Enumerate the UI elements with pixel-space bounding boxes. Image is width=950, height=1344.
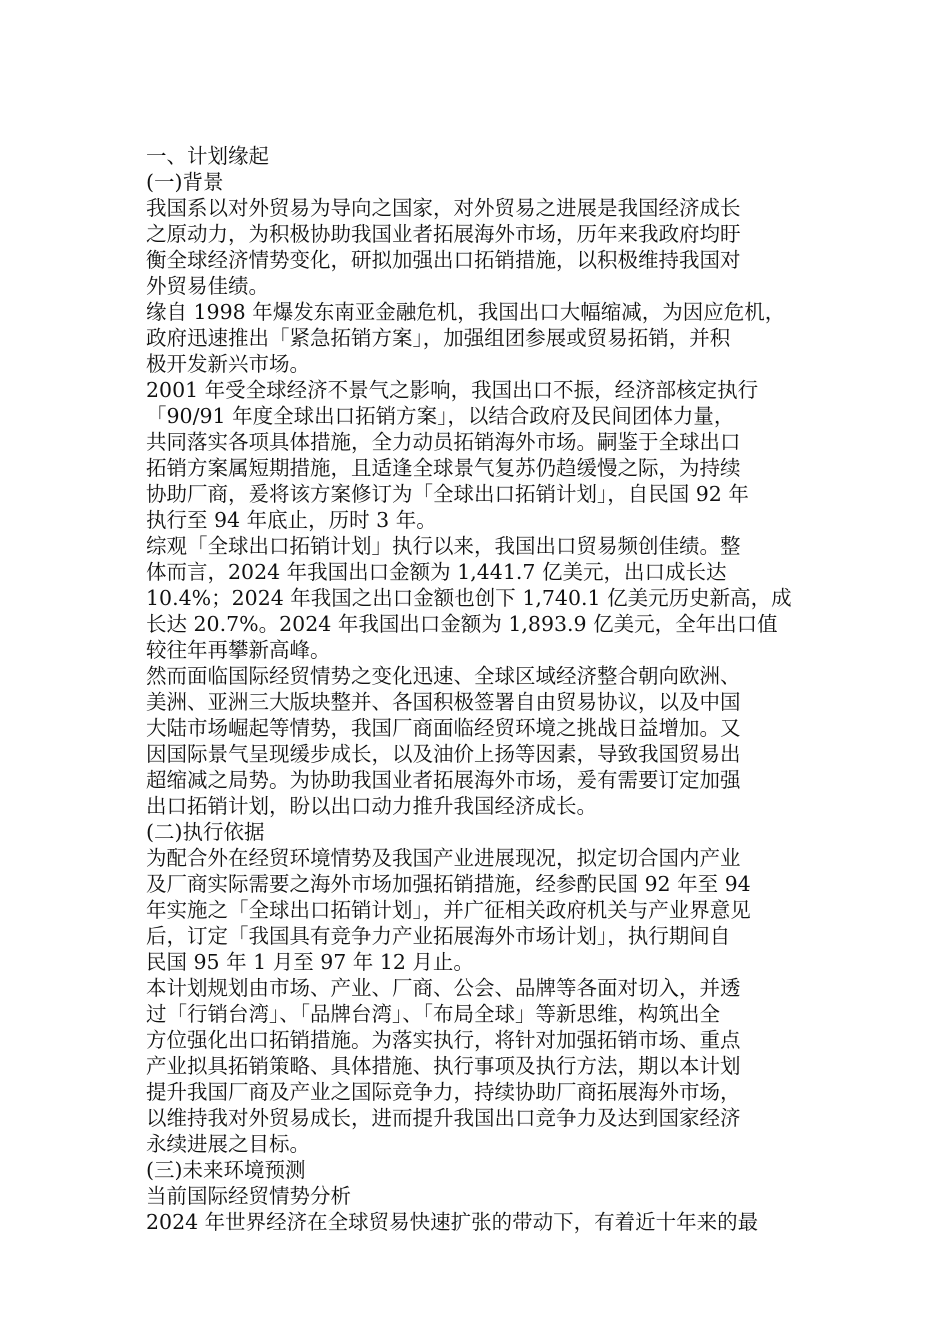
paragraph-line: 然而面临国际经贸情势之变化迅速、全球区域经济整合朝向欧洲、 <box>146 664 741 688</box>
paragraph-line: 体而言，2024 年我国出口金额为 1,441.7 亿美元，出口成长达 <box>146 560 727 584</box>
paragraph-heading: 当前国际经贸情势分析 <box>146 1184 351 1208</box>
paragraph-line: 协助厂商，爰将该方案修订为「全球出口拓销计划」，自民国 92 年 <box>146 482 749 506</box>
paragraph-line: 我国系以对外贸易为导向之国家，对外贸易之进展是我国经济成长 <box>146 196 741 220</box>
paragraph-line: 较往年再攀新高峰。 <box>146 638 331 662</box>
paragraph-line: 衡全球经济情势变化，研拟加强出口拓销措施，以积极维持我国对 <box>146 248 741 272</box>
paragraph-line: 出口拓销计划，盼以出口动力推升我国经济成长。 <box>146 794 597 818</box>
paragraph-line: 产业拟具拓销策略、具体措施、执行事项及执行方法，期以本计划 <box>146 1054 741 1078</box>
paragraph-line: 为配合外在经贸环境情势及我国产业进展现况，拟定切合国内产业 <box>146 846 741 870</box>
paragraph-line: 过「行销台湾」、「品牌台湾」、「布局全球」等新思维，构筑出全 <box>146 1002 720 1026</box>
paragraph-line: 年实施之「全球出口拓销计划」，并广征相关政府机关与产业界意见 <box>146 898 751 922</box>
paragraph-line: 大陆市场崛起等情势，我国厂商面临经贸环境之挑战日益增加。又 <box>146 716 741 740</box>
paragraph-line: 综观「全球出口拓销计划」执行以来，我国出口贸易频创佳绩。整 <box>146 534 741 558</box>
paragraph-line: 民国 95 年 1 月至 97 年 12 月止。 <box>146 950 474 974</box>
paragraph-line: 外贸易佳绩。 <box>146 274 269 298</box>
subsection-heading: (三)未来环境预测 <box>146 1158 306 1182</box>
paragraph-line: 拓销方案属短期措施，且适逢全球景气复苏仍趋缓慢之际，为持续 <box>146 456 741 480</box>
subsection-heading: (一)背景 <box>146 170 224 194</box>
paragraph-line: 方位强化出口拓销措施。为落实执行，将针对加强拓销市场、重点 <box>146 1028 741 1052</box>
paragraph-line: 政府迅速推出「紧急拓销方案」，加强组团参展或贸易拓销，并积 <box>146 326 731 350</box>
paragraph-line: 长达 20.7%。2024 年我国出口金额为 1,893.9 亿美元，全年出口值 <box>146 612 778 636</box>
paragraph-line: 极开发新兴市场。 <box>146 352 310 376</box>
paragraph-line: 本计划规划由市场、产业、厂商、公会、品牌等各面对切入，并透 <box>146 976 741 1000</box>
paragraph-line: 「90/91 年度全球出口拓销方案」，以结合政府及民间团体力量， <box>146 404 735 428</box>
paragraph-line: 美洲、亚洲三大版块整并、各国积极签署自由贸易协议，以及中国 <box>146 690 741 714</box>
paragraph-line: 后，订定「我国具有竞争力产业拓展海外市场计划」，执行期间自 <box>146 924 731 948</box>
paragraph-line: 2001 年受全球经济不景气之影响，我国出口不振，经济部核定执行 <box>146 378 759 402</box>
paragraph-line: 以维持我对外贸易成长，进而提升我国出口竞争力及达到国家经济 <box>146 1106 741 1130</box>
paragraph-line: 因国际景气呈现缓步成长，以及油价上扬等因素，导致我国贸易出 <box>146 742 741 766</box>
paragraph-line: 之原动力，为积极协助我国业者拓展海外市场，历年来我政府均盱 <box>146 222 741 246</box>
paragraph-line: 永续进展之目标。 <box>146 1132 310 1156</box>
subsection-heading: (二)执行依据 <box>146 820 265 844</box>
paragraph-line: 共同落实各项具体措施，全力动员拓销海外市场。嗣鉴于全球出口 <box>146 430 741 454</box>
paragraph-line: 缘自 1998 年爆发东南亚金融危机，我国出口大幅缩减，为因应危机， <box>146 300 786 324</box>
paragraph-line: 10.4%；2024 年我国之出口金额也创下 1,740.1 亿美元历史新高，成 <box>146 586 792 610</box>
paragraph-line: 及厂商实际需要之海外市场加强拓销措施，经参酌民国 92 年至 94 <box>146 872 751 896</box>
paragraph-line: 提升我国厂商及产业之国际竞争力，持续协助厂商拓展海外市场， <box>146 1080 741 1104</box>
paragraph-line: 执行至 94 年底止，历时 3 年。 <box>146 508 437 532</box>
document-body <box>146 143 818 1235</box>
paragraph-line: 超缩减之局势。为协助我国业者拓展海外市场，爰有需要订定加强 <box>146 768 741 792</box>
paragraph-line: 2024 年世界经济在全球贸易快速扩张的带动下，有着近十年来的最 <box>146 1210 759 1234</box>
section-heading: 一、计划缘起 <box>146 144 269 168</box>
